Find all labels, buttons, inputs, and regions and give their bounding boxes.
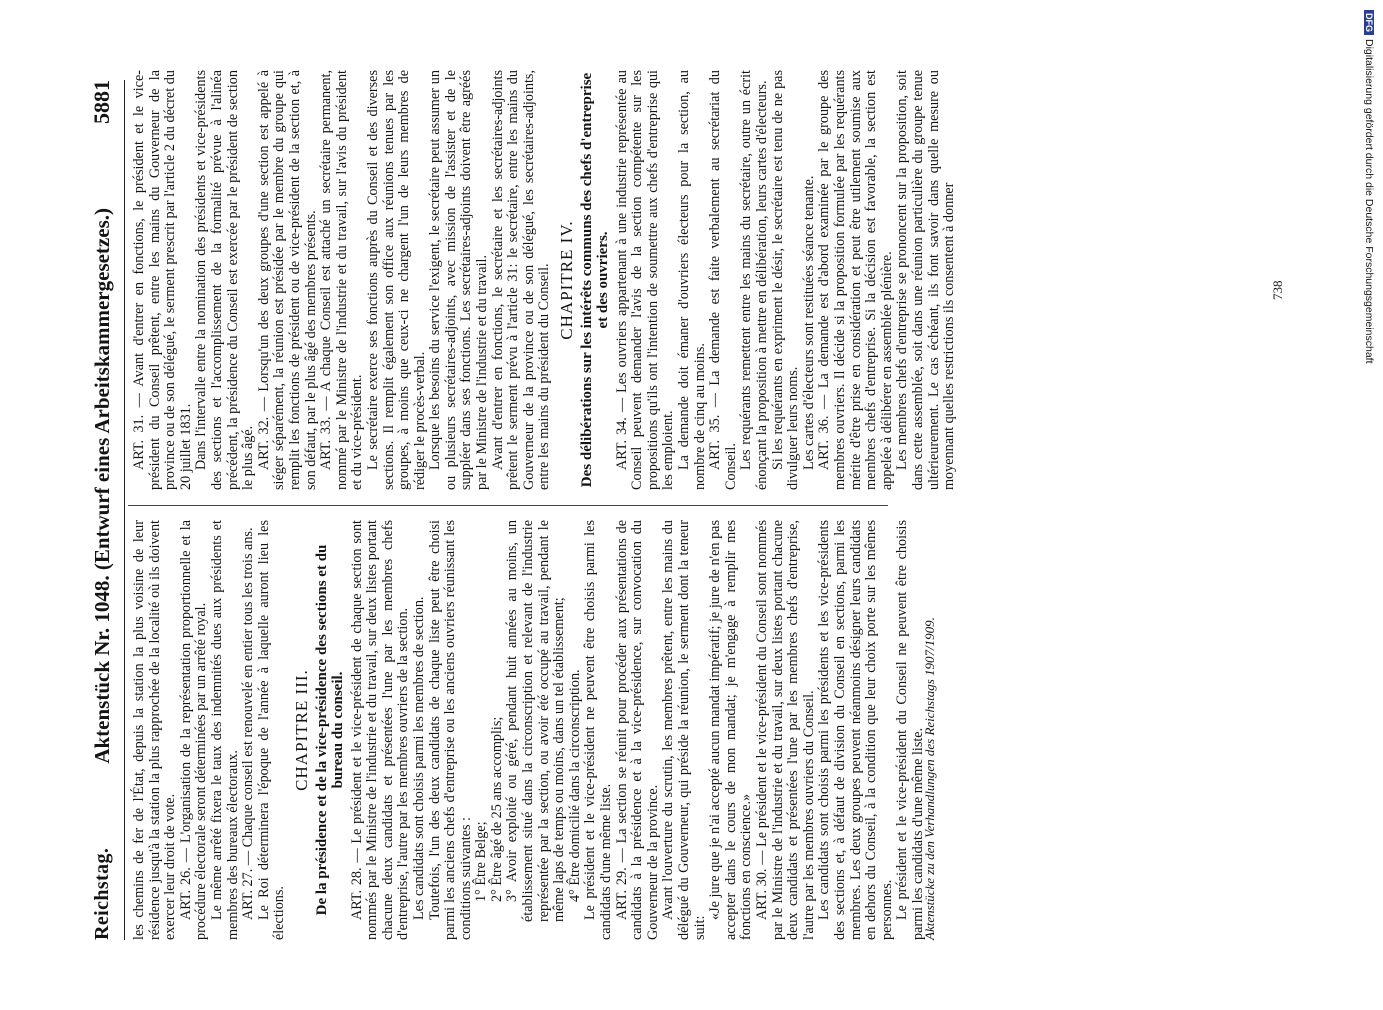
paragraph: Le président et le vice-président du Conseil ne peuvent être choisis parmi les candidats d'une même liste. (894, 520, 926, 940)
footer-source: Aktenstücke zu den Verhandlungen des Reichstags 1907/1909. (922, 617, 937, 940)
article-27: ART. 27. — Chaque conseil est renouvelé en entier tous les trois ans. (240, 527, 257, 920)
footer-page-number: 738 (1270, 280, 1285, 300)
paragraph: Dans l'intervalle entre la nomination des présidents et vice-présidents des sections et l'accomplissement de la formalité prévue à l'alinéa précédent, la présidence du Conseil est exercée par le président de section le plus âgé. (193, 70, 257, 490)
article-35: ART. 35. — La demande est faite verbalement au secrétariat du Conseil. (707, 70, 739, 490)
left-column (132, 520, 927, 940)
paragraph: Les membres chefs d'entreprise se prononcent sur la proposition, soit dans cette assemblée, soit dans une réunion particulière du groupe tenue ultérieurement. Le cas échéant, ils font savoir dans quelle mesure ou moyennant quelles restrictions ils consentent à donner (894, 70, 958, 490)
paragraph: Avant d'entrer en fonctions, le secrétaire et les secrétaires-adjoints prêtent le serment prévu à l'article 31: le secrétaire, entre les mains du Gouverneur de la province ou de son délégué, les secrétaires-adjoints, entre les mains du président du Conseil. (489, 70, 553, 490)
paragraph: Le secrétaire exerce ses fonctions auprès du Conseil et des diverses sections. Il remplit également son office aux réunions tenues par les groupes, à moins que ceux-ci ne chargent l'un de leurs membres de rédiger le procès-verbal. (364, 70, 428, 490)
article-29: ART. 29. — La section se réunit pour procéder aux présentations de candidats à la présidence et à la vice-présidence, sur convocation du Gouverneur de la province. (613, 520, 661, 940)
list-item: 4° Être domicilié dans la circonscription. (566, 669, 583, 902)
paragraph: Les candidats sont choisis parmi les membres de section. (410, 596, 427, 920)
paragraph: Les cartes d'électeurs sont restituées séance tenante. (800, 175, 817, 470)
article-36: ART. 36. — La demande est d'abord examinée par le groupe des membres ouvriers. Il décide si la proposition formulée par les requérants mérite d'être prise en considération et peut être utilement soumise aux membres chefs d'entreprise. Si la décision est favorable, la section est appelée à délibérer en assemblée plénière. (816, 70, 895, 490)
paragraph: Le président et le vice-président ne peuvent être choisis parmi les candidats d'une même liste. (582, 520, 615, 940)
list-item: 2° Être âgé de 25 ans accomplis; (488, 716, 505, 902)
paragraph: Les candidats sont choisis parmi les présidents et les vice-présidents des sections et, à défaut de division du Conseil en sections, parmi les membres. Les deux groupes peuvent néanmoins désigner leurs candidats en dehors du Conseil, à la condition que leur choix porte sur les mêmes personnes. (816, 520, 895, 940)
article-31: ART. 31. — Avant d'entrer en fonctions, le président et le vice-président du Conseil prêtent, entre les mains du Gouverneur de la province ou de son délégué, le serment prescrit par l'article 2 du décret du 20 juillet 1831. (131, 70, 194, 490)
dfg-side-note (1361, 10, 1375, 1010)
paragraph: Le même arrêté fixera le taux des indemnités dues aux présidents et membres des bureaux électoraux. (208, 520, 241, 940)
article-26: ART. 26. — L'organisation de la représentation proportionnelle et la procédure électorale seront déterminées par un arrêté royal. (177, 520, 210, 940)
list-item: 3° Avoir exploité ou géré, pendant huit années au moins, un établissement situé dans la circonscription et relevant de l'industrie représentée par la section, ou avoir été occupé au travail, pendant le même laps de temps ou moins, dans un tel établissement; (504, 520, 568, 922)
paragraph: Avant l'ouverture du scrutin, les membres prêtent, entre les mains du délégué du Gouverneur, qui préside la réunion, le serment dont la teneur suit: (660, 520, 708, 940)
chapter-heading: CHAPITRE III. (291, 669, 311, 791)
page-header (80, 80, 125, 940)
dfg-caption: Digitalisierung gefördert durch die Deutsche Forschungsgemeinschaft (1363, 39, 1375, 364)
chapter-subheading: De la présidence et de la vice-présidence des sections et du bureau du conseil. (313, 544, 346, 916)
paragraph: les chemins de fer de l'État, depuis la station la plus voisine de leur résidence jusqu'à la station la plus rapprochée de la localité où ils doivent exercer leur droit de vote. (131, 520, 179, 940)
right-column (132, 70, 958, 490)
dfg-text (1363, 10, 1375, 1010)
article-30: ART. 30. — Le président et le vice-président du Conseil sont nommés par le Ministre de l'industrie et du travail, sur deux listes portant chacune deux candidats et présentées l'une par les membres chefs d'entreprise, l'autre par les membres ouvriers du Conseil. (753, 520, 817, 940)
oath-paragraph: «Je jure que je n'ai accepté aucun mandat impératif; je jure de n'en pas accepter dans le cours de mon mandat; je m'engage à remplir mes fonctions en conscience.» (707, 520, 755, 940)
article-33: ART. 33. — A chaque Conseil est attaché un secrétaire permanent, nommé par le Ministre de l'industrie et du travail, sur l'avis du président et du vice-président. (318, 70, 366, 490)
paragraph: Les requérants remettent entre les mains du secrétaire, outre un écrit énonçant la proposition à mettre en délibération, leurs cartes d'électeurs. (738, 70, 770, 490)
chapter-heading: CHAPITRE IV. (557, 220, 577, 340)
column-divider (128, 505, 888, 506)
article-32: ART. 32. — Lorsqu'un des deux groupes d'une section est appelé à siéger séparément, la réunion est présidée par le membre du groupe qui remplit les fonctions de président ou de vice-président de la section et, à son défaut, par le plus âgé des membres présents. (255, 70, 319, 490)
header-document-number: Aktenstück Nr. 1048. (Entwurf eines Arbeitskammergesetzes.) (89, 208, 114, 764)
header-reichstag: Reichstag. (90, 847, 113, 940)
paragraph: Toutefois, l'un des deux candidats de chaque liste peut être choisi parmi les anciens chefs d'entreprise ou les anciens ouvriers réunissant les conditions suivantes : (426, 520, 474, 940)
chapter-subheading: Des délibérations sur les intérêts communs des chefs d'entreprise et des ouvriers. (578, 72, 611, 488)
list-item: 1° Être Belge; (473, 821, 490, 902)
paragraph: Le Roi déterminera l'époque de l'année à laquelle auront lieu les élections. (255, 520, 288, 940)
paragraph: La demande doit émaner d'ouvriers électeurs pour la section, au nombre de cinq au moins. (676, 70, 708, 490)
article-34: ART. 34. — Les ouvriers appartenant à une industrie représentée au Conseil peuvent demander l'avis de la section compétente sur les propositions qu'ils ont l'intention de soumettre aux chefs d'entreprise qui les emploient. (613, 70, 677, 490)
dfg-logo: DFG (1364, 10, 1374, 35)
article-28: ART. 28. — Le président et le vice-président de chaque section sont nommés par le Ministre de l'industrie et du travail, sur deux listes portant chacune deux candidats et présentées l'une par les membres chefs d'entreprise, l'autre par les membres ouvriers de la section. (348, 520, 412, 940)
header-page-number: 5881 (89, 80, 114, 124)
paragraph: Lorsque les besoins du service l'exigent, le secrétaire peut assumer un ou plusieurs secrétaires-adjoints, avec mission de l'assister et de le suppléer dans ses fonctions. Les secrétaires-adjoints doivent être agréés par le Ministre de l'industrie et du travail. (427, 70, 491, 490)
paragraph: Si les requérants en expriment le désir, le secrétaire est tenu de ne pas divulguer leurs noms. (769, 70, 802, 490)
